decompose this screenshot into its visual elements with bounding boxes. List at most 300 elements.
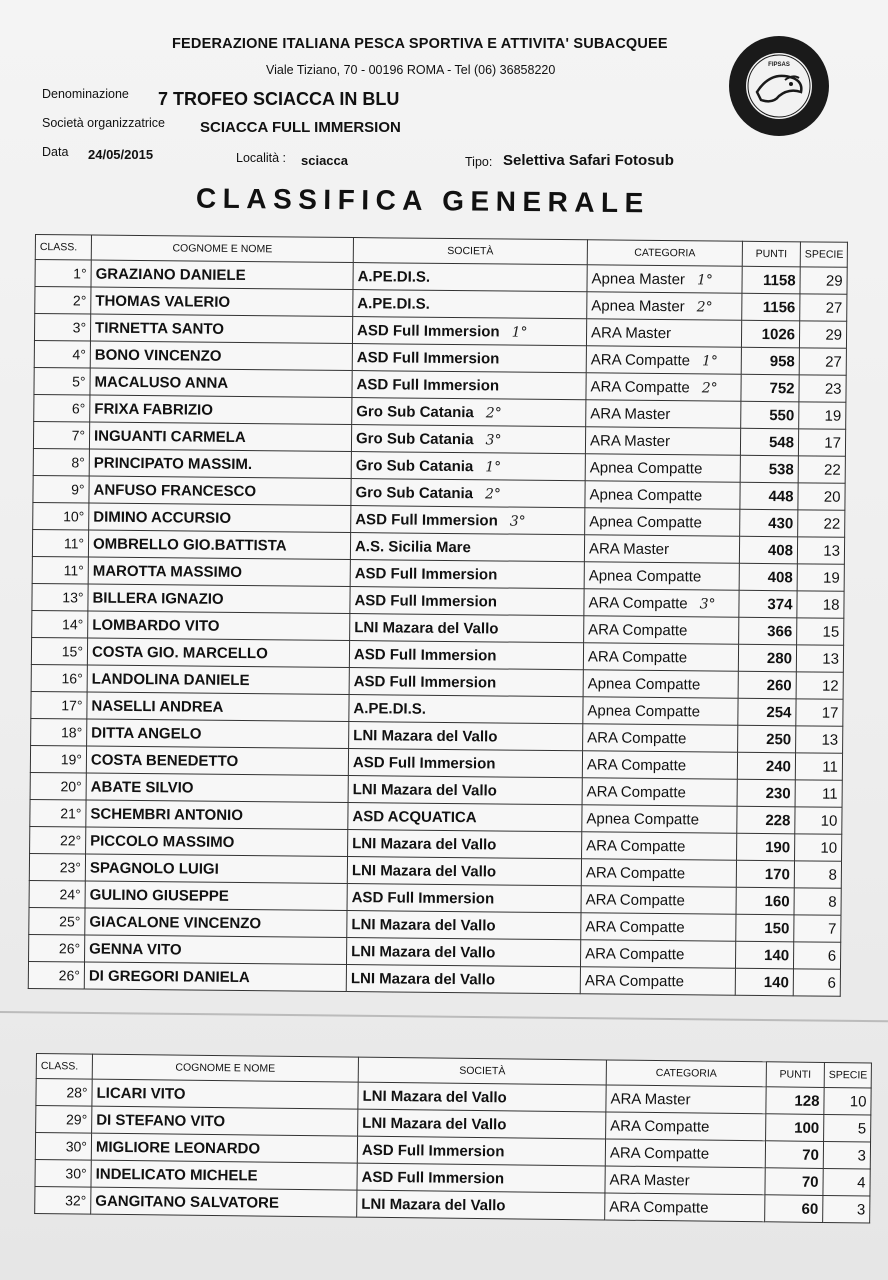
- specie-cell: [793, 942, 840, 969]
- specie-cell-text: 10: [820, 812, 838, 830]
- rank-cell-text: 28°: [66, 1084, 88, 1101]
- name-cell-text: MIGLIORE LEONARDO: [95, 1138, 261, 1158]
- societa-value: SCIACCA FULL IMMERSION: [200, 119, 401, 136]
- punti-cell: [741, 401, 799, 429]
- rank-cell: [35, 1133, 91, 1161]
- specie-cell: [798, 456, 845, 483]
- societa-cell: [351, 479, 585, 508]
- categoria-cell-text: ARA Compatte: [586, 836, 686, 855]
- name-cell-text: COSTA BENEDETTO: [90, 751, 239, 770]
- societa-cell-text: LNI Mazara del Vallo: [351, 942, 496, 961]
- specie-cell-text: 3: [857, 1146, 866, 1164]
- specie-cell-text: 18: [822, 596, 840, 614]
- categoria-cell-text: Apnea Compatte: [588, 566, 702, 585]
- rank-cell-text: 19°: [60, 751, 83, 768]
- name-cell-text: COSTA GIO. MARCELLO: [91, 643, 268, 662]
- punti-cell-text: 140: [763, 973, 789, 991]
- societa-cell: [358, 1082, 606, 1112]
- rank-cell: [35, 1186, 91, 1214]
- rank-cell-text: 11°: [63, 535, 85, 552]
- categoria-cell: [606, 1112, 766, 1141]
- punti-cell: [736, 914, 794, 942]
- punti-cell: [739, 590, 797, 618]
- punti-cell: [739, 536, 797, 564]
- name-cell-text: BILLERA IGNAZIO: [92, 589, 224, 608]
- rank-cell-text: 20°: [60, 778, 82, 795]
- categoria-cell-text: Apnea Compatte: [589, 512, 702, 531]
- name-cell: [86, 827, 348, 857]
- societa-cell-text: ASD Full Immersion: [352, 753, 496, 772]
- categoria-cell: [583, 670, 738, 698]
- rank-cell-text: 13°: [62, 589, 84, 606]
- punti-cell: [740, 455, 798, 483]
- societa-cell: [349, 641, 583, 670]
- rank-cell: [29, 853, 85, 881]
- specie-cell-text: 27: [825, 353, 842, 371]
- rank-cell-text: 3°: [72, 319, 87, 336]
- societa-cell: [357, 1163, 605, 1193]
- rank-cell-text: 8°: [71, 454, 85, 471]
- categoria-cell: [605, 1139, 765, 1168]
- societa-cell: [351, 425, 585, 454]
- categoria-cell-text: Apnea Master: [591, 296, 685, 315]
- rank-cell: [33, 475, 89, 503]
- specie-cell: [797, 591, 844, 618]
- name-cell-text: LANDOLINA DANIELE: [91, 670, 250, 689]
- societa-cell-text: LNI Mazara del Vallo: [362, 1087, 507, 1106]
- categoria-cell: [605, 1166, 765, 1195]
- categoria-cell: [582, 751, 737, 779]
- punti-cell: [740, 482, 798, 510]
- categoria-cell-text: ARA Master: [589, 431, 671, 450]
- rank-cell: [34, 340, 90, 368]
- punti-cell-text: 752: [769, 379, 795, 397]
- categoria-cell: [580, 940, 735, 968]
- societa-cell-text: Gro Sub Catania: [355, 483, 474, 502]
- specie-cell-text: 29: [825, 272, 843, 290]
- punti-cell: [765, 1168, 823, 1196]
- societa-cell: [350, 533, 584, 562]
- name-cell-text: ANFUSO FRANCESCO: [93, 481, 257, 500]
- societa-cell-text: LNI Mazara del Vallo: [350, 969, 496, 988]
- specie-cell: [799, 321, 846, 348]
- name-cell-text: INDELICATO MICHELE: [95, 1165, 258, 1185]
- categoria-cell: [584, 589, 739, 617]
- specie-cell: [796, 726, 843, 753]
- societa-cell: [352, 317, 586, 346]
- categoria-cell: [582, 805, 737, 833]
- name-cell: [91, 1160, 357, 1190]
- specie-cell: [798, 510, 845, 537]
- rank-cell-text: 30°: [65, 1138, 88, 1155]
- punti-cell: [741, 347, 799, 375]
- specie-cell: [800, 267, 847, 294]
- punti-cell-text: 1156: [762, 298, 796, 316]
- specie-cell: [794, 915, 841, 942]
- rank-cell-text: 1°: [73, 265, 87, 282]
- rank-cell-text: 26°: [58, 940, 81, 957]
- rank-cell-text: 2°: [72, 292, 87, 309]
- categoria-cell-text: ARA Compatte: [585, 917, 685, 936]
- col-societa: SOCIETÀ: [353, 238, 587, 265]
- handwritten-note: 3°: [485, 431, 502, 448]
- name-cell-text: SPAGNOLO LUIGI: [89, 859, 219, 878]
- specie-cell-text: 19: [824, 407, 842, 425]
- specie-cell-text: 19: [822, 569, 840, 587]
- punti-cell: [735, 941, 793, 969]
- specie-cell: [799, 348, 846, 375]
- rank-cell: [28, 961, 84, 989]
- name-cell: [88, 557, 350, 587]
- societa-cell-text: LNI Mazara del Vallo: [351, 861, 497, 880]
- specie-cell: [823, 1141, 870, 1169]
- rank-cell-text: 6°: [71, 400, 86, 417]
- punti-cell: [739, 617, 797, 645]
- specie-cell: [794, 888, 841, 915]
- categoria-cell-text: Apnea Master: [591, 269, 686, 288]
- handwritten-note: 1°: [485, 458, 502, 475]
- specie-cell-text: 6: [827, 947, 837, 965]
- specie-cell-text: 12: [821, 677, 839, 695]
- punti-cell-text: 1158: [762, 271, 796, 289]
- categoria-cell-text: ARA Master: [590, 404, 671, 423]
- specie-cell: [824, 1114, 871, 1142]
- name-cell: [89, 476, 351, 506]
- specie-cell: [797, 537, 844, 564]
- rank-cell: [35, 260, 91, 288]
- societa-cell: [351, 452, 585, 481]
- rank-cell: [30, 799, 86, 827]
- specie-cell-text: 11: [822, 785, 838, 803]
- specie-cell-text: 6: [827, 974, 836, 992]
- categoria-cell-text: ARA Master: [609, 1171, 690, 1189]
- name-cell: [86, 773, 348, 803]
- categoria-cell-text: ARA Compatte: [588, 620, 688, 639]
- societa-cell: [350, 614, 584, 643]
- specie-cell-text: 11: [822, 758, 839, 776]
- name-cell: [91, 1187, 357, 1217]
- specie-cell: [796, 645, 843, 672]
- societa-cell: [357, 1136, 605, 1166]
- denominazione-label: Denominazione: [42, 87, 129, 101]
- name-cell-text: MAROTTA MASSIMO: [92, 562, 243, 581]
- categoria-cell: [605, 1193, 765, 1222]
- handwritten-note: 1°: [701, 352, 719, 370]
- categoria-cell: [580, 967, 735, 995]
- rank-cell-text: 14°: [62, 616, 84, 633]
- name-cell-text: LICARI VITO: [96, 1084, 186, 1103]
- societa-label: Società organizzatrice: [42, 116, 165, 130]
- name-cell: [87, 719, 349, 749]
- categoria-cell: [585, 481, 740, 509]
- societa-cell-text: LNI Mazara del Vallo: [354, 618, 499, 637]
- name-cell: [90, 395, 352, 425]
- name-cell: [92, 1079, 358, 1109]
- name-cell-text: DI STEFANO VITO: [96, 1111, 226, 1130]
- col-name: COGNOME E NOME: [92, 1054, 358, 1082]
- punti-cell-text: 550: [769, 406, 795, 424]
- punti-cell: [738, 698, 796, 726]
- rank-cell-text: 24°: [59, 886, 81, 903]
- societa-cell: [357, 1190, 605, 1220]
- rank-cell: [29, 880, 85, 908]
- societa-cell: [348, 749, 582, 778]
- handwritten-note: 3°: [699, 595, 716, 613]
- rank-cell: [36, 1106, 92, 1134]
- punti-cell-text: 170: [764, 865, 790, 883]
- societa-cell: [349, 722, 583, 751]
- data-label: Data: [42, 145, 69, 159]
- punti-cell: [736, 860, 794, 888]
- categoria-cell: [586, 319, 741, 347]
- categoria-cell-text: Apnea Compatte: [587, 674, 701, 693]
- societa-cell: [351, 506, 585, 535]
- societa-cell-text: LNI Mazara del Vallo: [352, 834, 497, 853]
- rank-cell: [34, 394, 90, 422]
- categoria-cell-text: ARA Compatte: [609, 1144, 710, 1163]
- rank-cell: [35, 287, 91, 315]
- name-cell-text: ABATE SILVIO: [90, 778, 194, 797]
- rank-cell: [33, 502, 89, 530]
- punti-cell-text: 150: [764, 919, 790, 937]
- rank-cell: [31, 718, 87, 746]
- name-cell: [85, 854, 347, 884]
- societa-cell-text: A.PE.DI.S.: [353, 699, 427, 718]
- specie-cell: [823, 1168, 870, 1196]
- specie-cell-text: 13: [823, 542, 841, 560]
- col-categoria: CATEGORIA: [606, 1060, 766, 1087]
- rank-cell-text: 32°: [65, 1192, 87, 1209]
- punti-cell-text: 240: [765, 757, 792, 775]
- name-cell: [87, 665, 349, 695]
- punti-cell-text: 260: [766, 676, 792, 694]
- rank-cell: [31, 664, 87, 692]
- punti-cell-text: 538: [768, 460, 794, 478]
- handwritten-note: 2°: [485, 404, 502, 421]
- specie-cell: [797, 564, 844, 591]
- categoria-cell-text: ARA Compatte: [585, 890, 685, 909]
- localita-value: sciacca: [301, 153, 348, 168]
- punti-cell: [737, 806, 795, 834]
- punti-cell: [742, 293, 800, 321]
- rank-cell-text: 23°: [59, 859, 81, 876]
- societa-cell: [349, 668, 583, 697]
- categoria-cell-text: ARA Master: [588, 539, 670, 558]
- societa-cell: [348, 830, 582, 859]
- categoria-cell: [584, 562, 739, 590]
- specie-cell: [797, 618, 844, 645]
- specie-cell-text: 8: [828, 866, 837, 884]
- name-cell: [86, 800, 348, 830]
- rank-cell: [32, 610, 88, 638]
- societa-cell-text: ASD Full Immersion: [357, 321, 500, 340]
- rank-cell: [29, 934, 85, 962]
- col-punti: PUNTI: [766, 1062, 824, 1088]
- categoria-cell: [585, 427, 740, 455]
- col-societa: SOCIETÀ: [358, 1057, 606, 1085]
- specie-cell: [795, 807, 842, 834]
- punti-cell: [738, 644, 796, 672]
- societa-cell-text: ASD Full Immersion: [351, 888, 495, 907]
- name-cell: [91, 260, 353, 290]
- specie-cell-text: 7: [827, 920, 837, 938]
- specie-cell-text: 29: [825, 326, 843, 344]
- rank-cell: [36, 1079, 92, 1107]
- categoria-cell: [585, 508, 740, 536]
- societa-cell-text: ASD Full Immersion: [354, 591, 498, 610]
- punti-cell-text: 374: [767, 595, 793, 613]
- categoria-cell: [584, 616, 739, 644]
- punti-cell-text: 548: [768, 433, 795, 451]
- societa-cell-text: ASD ACQUATICA: [352, 807, 477, 826]
- punti-cell-text: 100: [794, 1119, 820, 1137]
- categoria-cell: [586, 373, 741, 401]
- page-title: CLASSIFICA GENERALE: [195, 182, 650, 219]
- name-cell-text: THOMAS VALERIO: [95, 292, 231, 311]
- name-cell: [89, 422, 351, 452]
- punti-cell: [766, 1114, 824, 1142]
- punti-cell: [738, 725, 796, 753]
- punti-cell: [736, 887, 794, 915]
- societa-cell-text: LNI Mazara del Vallo: [353, 726, 498, 745]
- organization-address: Viale Tiziano, 70 - 00196 ROMA - Tel (06) 36858220: [266, 63, 556, 77]
- localita-label: Località :: [236, 151, 287, 165]
- societa-cell-text: Gro Sub Catania: [356, 402, 474, 421]
- punti-cell: [766, 1087, 824, 1115]
- col-name: COGNOME E NOME: [91, 235, 353, 263]
- specie-cell-text: 13: [821, 731, 839, 749]
- punti-cell-text: 140: [763, 946, 790, 964]
- rank-cell: [34, 314, 90, 342]
- categoria-cell: [585, 454, 740, 482]
- name-cell: [89, 503, 351, 533]
- name-cell-text: NASELLI ANDREA: [91, 697, 224, 716]
- categoria-cell: [581, 913, 736, 941]
- specie-cell-text: 17: [824, 434, 842, 452]
- rank-cell: [30, 745, 86, 773]
- col-specie: SPECIE: [824, 1062, 871, 1088]
- categoria-cell: [582, 832, 737, 860]
- punti-cell-text: 1026: [761, 325, 796, 343]
- rank-cell-text: 7°: [71, 427, 86, 444]
- rank-cell-text: 4°: [72, 346, 86, 363]
- punti-cell-text: 254: [766, 703, 792, 721]
- rank-cell: [33, 448, 89, 476]
- name-cell: [91, 1133, 357, 1163]
- societa-cell: [353, 290, 587, 319]
- rank-cell-text: 29°: [65, 1111, 88, 1128]
- societa-cell: [347, 938, 581, 967]
- societa-cell-text: A.PE.DI.S.: [357, 267, 431, 286]
- fipsas-seal-icon: [727, 34, 831, 138]
- specie-cell: [799, 375, 846, 402]
- organization-name: FEDERAZIONE ITALIANA PESCA SPORTIVA E ATTIVITA' SUBACQUEE: [172, 36, 668, 52]
- name-cell: [88, 530, 350, 560]
- rank-cell-text: 5°: [72, 373, 86, 390]
- handwritten-note: 2°: [484, 485, 502, 502]
- name-cell-text: DITTA ANGELO: [91, 724, 202, 743]
- rank-cell: [32, 529, 88, 557]
- punti-cell-text: 408: [767, 541, 794, 559]
- name-cell: [85, 908, 347, 938]
- tipo-label: Tipo:: [465, 155, 493, 169]
- name-cell-text: MACALUSO ANNA: [94, 373, 229, 392]
- name-cell: [92, 1106, 358, 1136]
- categoria-cell-text: ARA Compatte: [609, 1198, 709, 1217]
- societa-cell: [347, 857, 581, 886]
- categoria-cell: [587, 265, 742, 293]
- specie-cell-text: 27: [825, 299, 843, 317]
- rank-cell: [33, 421, 89, 449]
- specie-cell-text: 5: [857, 1119, 867, 1137]
- punti-cell-text: 448: [768, 487, 794, 505]
- categoria-cell-text: Apnea Compatte: [587, 701, 701, 720]
- specie-cell-text: 22: [824, 461, 841, 479]
- name-cell-text: SCHEMBRI ANTONIO: [90, 805, 244, 824]
- punti-cell: [741, 374, 799, 402]
- rank-cell-text: 16°: [61, 670, 83, 687]
- categoria-cell: [581, 886, 736, 914]
- handwritten-note: 1°: [696, 271, 713, 289]
- punti-cell: [765, 1141, 823, 1169]
- rank-cell-text: 10°: [63, 508, 85, 525]
- categoria-cell-text: ARA Compatte: [586, 755, 687, 774]
- categoria-cell: [581, 859, 736, 887]
- punti-cell: [735, 968, 793, 996]
- categoria-cell-text: ARA Compatte: [584, 971, 685, 990]
- rank-cell-text: 9°: [71, 481, 85, 498]
- name-cell: [88, 611, 350, 641]
- punti-cell-text: 958: [769, 352, 795, 370]
- rank-cell: [31, 637, 87, 665]
- societa-cell: [347, 884, 581, 913]
- categoria-cell: [587, 292, 742, 320]
- name-cell-text: DI GREGORI DANIELA: [88, 967, 250, 986]
- societa-cell-text: LNI Mazara del Vallo: [351, 915, 496, 934]
- name-cell: [88, 584, 350, 614]
- name-cell-text: GRAZIANO DANIELE: [95, 265, 246, 284]
- punti-cell-text: 70: [801, 1173, 819, 1191]
- societa-cell: [352, 398, 586, 427]
- name-cell-text: PRINCIPATO MASSIM.: [93, 454, 253, 473]
- punti-cell: [737, 752, 795, 780]
- societa-cell-text: A.S. Sicilia Mare: [354, 537, 471, 556]
- punti-cell: [737, 833, 795, 861]
- name-cell-text: LOMBARDO VITO: [92, 616, 220, 635]
- name-cell: [87, 692, 349, 722]
- categoria-cell: [583, 724, 738, 752]
- punti-cell: [742, 266, 800, 294]
- name-cell: [84, 962, 346, 992]
- societa-cell-text: Gro Sub Catania: [355, 456, 474, 475]
- specie-cell: [799, 402, 846, 429]
- specie-cell: [823, 1195, 870, 1223]
- societa-cell: [350, 587, 584, 616]
- name-cell: [91, 287, 353, 317]
- punti-cell-text: 430: [768, 514, 794, 532]
- name-cell: [85, 935, 347, 965]
- seal-center-text: FIPSAS: [768, 62, 790, 68]
- societa-cell: [358, 1109, 606, 1139]
- name-cell-text: FRIXA FABRIZIO: [94, 400, 214, 419]
- categoria-cell-text: ARA Compatte: [587, 647, 688, 666]
- rank-cell: [34, 367, 90, 395]
- punti-cell-text: 160: [764, 892, 790, 910]
- name-cell-text: TIRNETTA SANTO: [95, 319, 225, 338]
- categoria-cell-text: ARA Master: [610, 1090, 691, 1108]
- categoria-cell-text: ARA Compatte: [610, 1117, 710, 1136]
- societa-cell-text: A.PE.DI.S.: [357, 294, 430, 313]
